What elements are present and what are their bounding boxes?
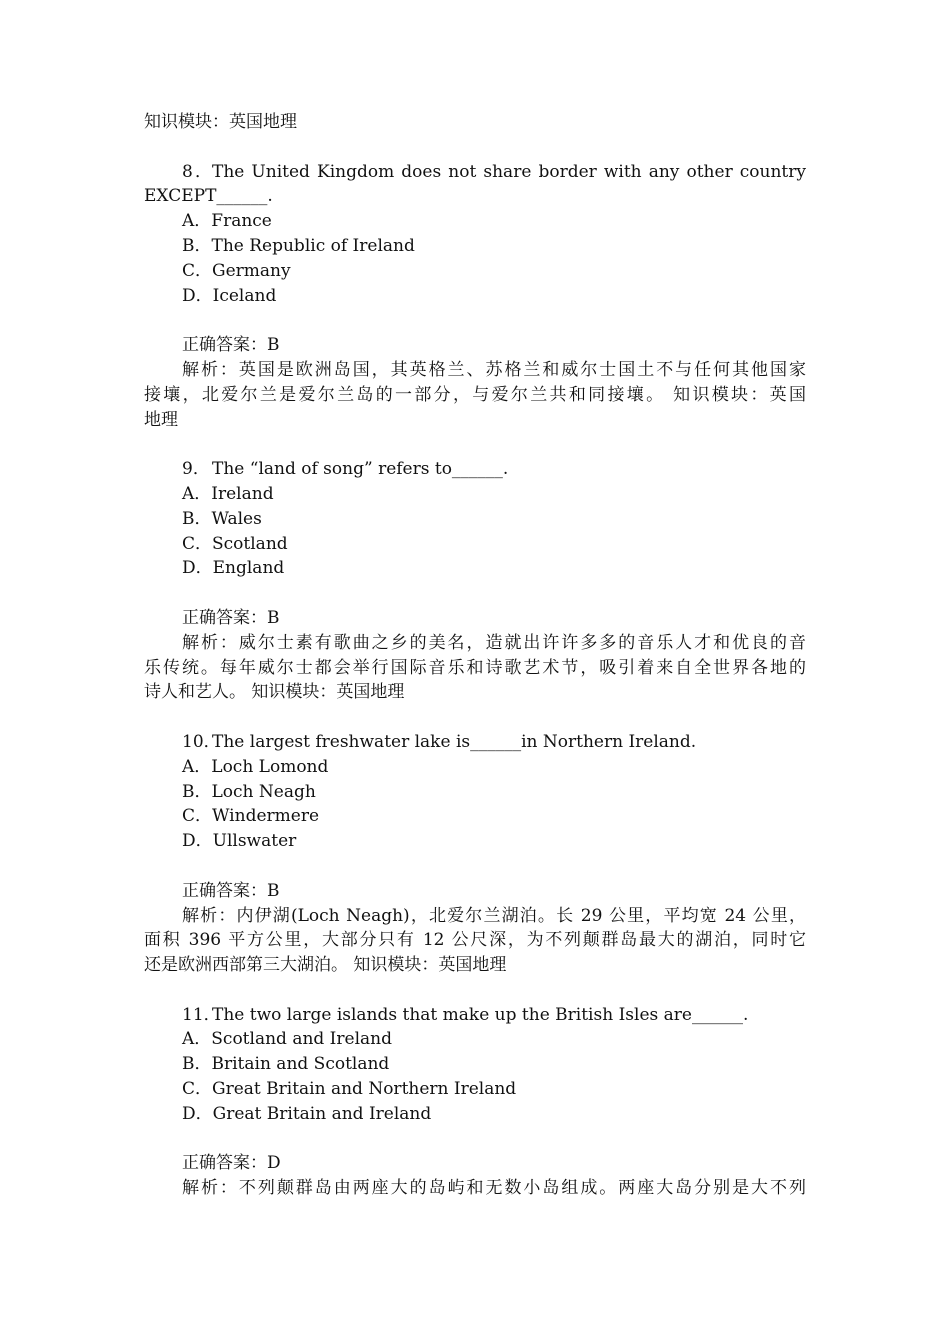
spacer xyxy=(144,1127,806,1152)
analysis-line: 解析：内伊湖(Loch Neagh)，北爱尔兰湖泊。长 29 公里，平均宽 24 公里， xyxy=(182,905,806,926)
option-d: D．Ullswater xyxy=(182,831,297,852)
option-d: D．Great Britain and Ireland xyxy=(182,1103,432,1124)
question-number: 10． xyxy=(182,731,221,752)
option-b: B．Wales xyxy=(182,508,262,529)
question-stem-continued: EXCEPT______. xyxy=(144,186,273,207)
spacer xyxy=(144,854,806,879)
question-number: 8． xyxy=(182,161,212,182)
option-a: A．France xyxy=(182,211,272,232)
document-page xyxy=(144,110,806,1201)
option-c: C．Great Britain and Northern Ireland xyxy=(182,1079,517,1100)
question-stem-text: The two large islands that make up the British Isles are______. xyxy=(212,1004,749,1025)
option-c: C．Scotland xyxy=(182,533,288,554)
analysis-line: 面积 396 平方公里，大部分只有 12 公尺深，为不列颠群岛最大的湖泊，同时它 xyxy=(144,930,806,951)
spacer xyxy=(144,705,806,730)
analysis-line: 乐传统。每年威尔士都会举行国际音乐和诗歌艺术节，吸引着来自全世界各地的 xyxy=(144,657,806,678)
option-a: A．Loch Lomond xyxy=(182,756,329,777)
correct-answer: 正确答案：B xyxy=(182,607,280,628)
spacer xyxy=(144,135,806,160)
question-11 xyxy=(144,1003,806,1127)
question-number: 9． xyxy=(182,459,210,480)
answer-10 xyxy=(144,879,806,978)
spacer xyxy=(144,978,806,1003)
correct-answer: 正确答案：B xyxy=(182,880,280,901)
option-b: B．Britain and Scotland xyxy=(182,1054,390,1075)
question-8 xyxy=(144,160,806,309)
spacer xyxy=(144,308,806,333)
question-stem-text: The United Kingdom does not share border with any other country xyxy=(212,161,806,182)
question-stem xyxy=(144,160,806,185)
answer-9 xyxy=(144,606,806,705)
spacer xyxy=(144,581,806,606)
answer-11 xyxy=(144,1151,806,1201)
correct-answer: 正确答案：D xyxy=(182,1153,281,1174)
option-a: A．Scotland and Ireland xyxy=(182,1029,392,1050)
analysis-line: 地理 xyxy=(144,409,178,430)
analysis-line: 还是欧洲西部第三大湖泊。 知识模块：英国地理 xyxy=(144,955,507,976)
question-stem xyxy=(144,1003,806,1028)
knowledge-module-label: 知识模块：英国地理 xyxy=(144,112,297,132)
option-d: D．England xyxy=(182,558,285,579)
question-9 xyxy=(144,457,806,581)
question-stem-text: The largest freshwater lake is______in Northern Ireland. xyxy=(212,731,697,752)
question-number: 11． xyxy=(182,1004,221,1025)
option-a: A．Ireland xyxy=(182,483,274,504)
option-b: B．Loch Neagh xyxy=(182,781,316,802)
analysis-line: 解析：威尔士素有歌曲之乡的美名，造就出许许多多的音乐人才和优良的音 xyxy=(182,632,806,653)
spacer xyxy=(144,432,806,457)
option-b: B．The Republic of Ireland xyxy=(182,235,415,256)
answer-8 xyxy=(144,333,806,432)
analysis-line: 解析：英国是欧洲岛国，其英格兰、苏格兰和威尔士国土不与任何其他国家 xyxy=(182,359,806,380)
question-10 xyxy=(144,730,806,854)
question-stem-text: The “land of song” refers to______. xyxy=(212,459,509,480)
option-c: C．Windermere xyxy=(182,806,320,827)
analysis-line: 解析：不列颠群岛由两座大的岛屿和无数小岛组成。两座大岛分别是大不列 xyxy=(182,1178,806,1199)
analysis-line: 诗人和艺人。 知识模块：英国地理 xyxy=(144,682,405,703)
correct-answer: 正确答案：B xyxy=(182,335,280,356)
question-stem xyxy=(144,457,806,482)
analysis-line: 接壤，北爱尔兰是爱尔兰岛的一部分，与爱尔兰共和同接壤。 知识模块：英国 xyxy=(144,384,806,405)
question-stem xyxy=(144,730,806,755)
option-d: D．Iceland xyxy=(182,285,277,306)
option-c: C．Germany xyxy=(182,260,291,281)
